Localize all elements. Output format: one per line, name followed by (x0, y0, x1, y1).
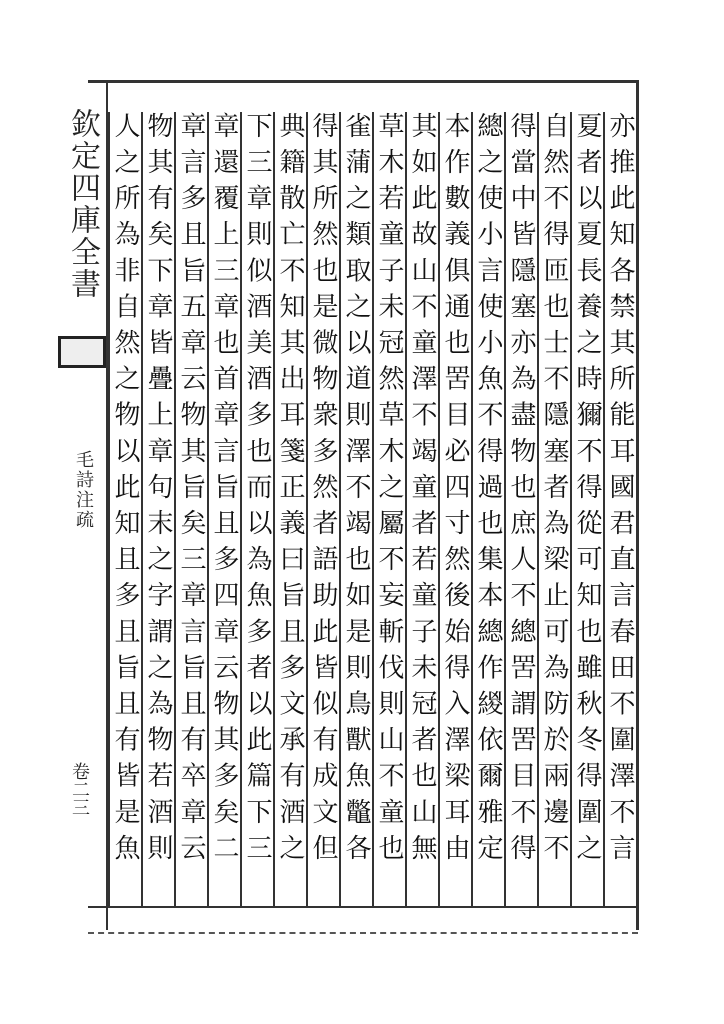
text-column: 本作數義俱通也罟目必四寸然後始得入澤梁耳由 (438, 112, 471, 908)
text-column: 得其所然也是微物衆多然者語助此皆似有成文但 (306, 112, 339, 908)
text-column: 其如此故山不童澤不竭童者若童子未冠者也山無 (405, 112, 438, 908)
text-column: 草木若童子未冠然草木之屬不妄斬伐則山不童也 (372, 112, 405, 908)
text-column: 總之使小言使小魚不得過也集本總作緵依爾雅定 (471, 112, 504, 908)
text-column: 夏者以夏長養之時獮不得從可知也雖秋冬得圍之 (570, 112, 603, 908)
fishtail-mark (58, 336, 106, 368)
text-column: 物其有矣下章皆疊上章句末之字謂之為物若酒則 (141, 112, 174, 908)
page-frame-top (88, 80, 636, 115)
text-column: 得當中皆隱塞亦為盡物也庶人不總罟謂罟目不得 (504, 112, 537, 908)
margin-page-number: 卷二三 (69, 762, 90, 816)
page-frame-bottom (88, 906, 638, 934)
margin-title: 欽定四庫全書 (65, 108, 100, 300)
text-column: 自然不得匝也士不隱塞者為梁止可為防於兩邊不 (537, 112, 570, 908)
text-column: 亦推此知各禁其所能耳國君直言春田不圍澤不言 (603, 112, 636, 908)
page-frame-right (636, 80, 639, 930)
margin-book-name: 毛詩注疏 (73, 450, 94, 530)
text-column: 人之所為非自然之物以此知且多且旨且有皆是魚 (108, 112, 141, 908)
text-column: 章言多且旨五章云物其旨矣三章言旨且有卒章云 (174, 112, 207, 908)
text-column: 章還覆上三章也首章言旨且多四章云物其多矣二 (207, 112, 240, 908)
text-column: 雀蒲之類取之以道則澤不竭也如是則鳥獸魚鼈各 (339, 112, 372, 908)
text-column: 典籍散亡不知其出耳箋正義曰旨且多文承有酒之 (273, 112, 306, 908)
text-column: 下三章則似酒美酒多也而以為魚多者以此篇下三 (240, 112, 273, 908)
